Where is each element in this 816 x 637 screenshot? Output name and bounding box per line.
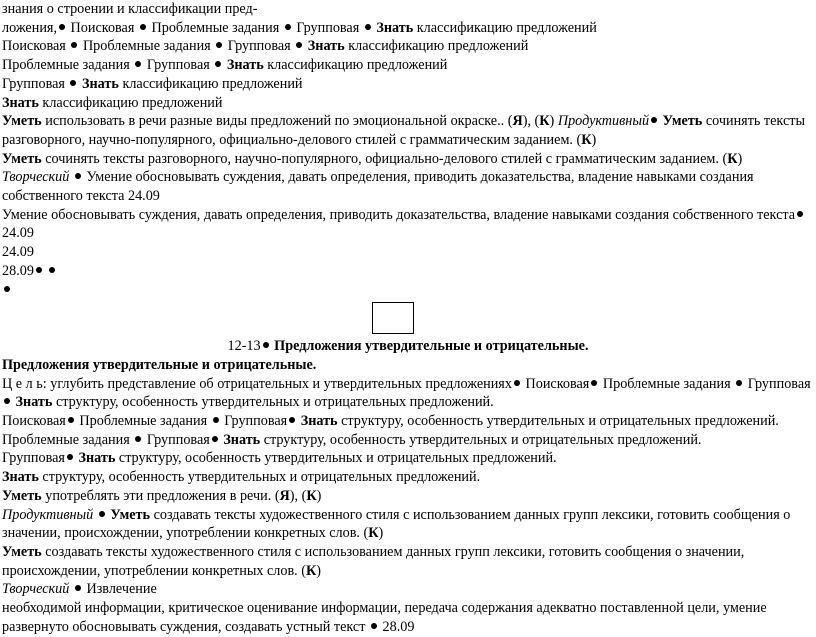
line-group (2, 449, 814, 468)
paragraph-obosn (2, 206, 814, 243)
text: Поисковая (70, 19, 135, 36)
line-problem (2, 431, 814, 450)
bullet-icon (71, 42, 77, 48)
text: Знать (307, 38, 345, 55)
bullet-icon (365, 24, 371, 30)
paragraph-produkt (2, 506, 814, 543)
text: необходимой информации, критическое оценивание информации, передача содержания адекватно поставленной цели, умение развернуто обосновывать суждения, создавать устный текст (2, 600, 767, 635)
text: ) (316, 487, 322, 504)
text: ) (378, 525, 384, 542)
text: Проблемные задания (79, 413, 208, 430)
bullet-icon (99, 511, 105, 517)
bullet-icon (135, 61, 141, 67)
text: Проблемные задания (602, 375, 731, 392)
text: Поисковая (2, 413, 66, 430)
bullet-icon (75, 585, 81, 591)
image-placeholder-row (2, 299, 814, 337)
text: Продуктивный (2, 506, 94, 523)
text: ) (591, 131, 597, 148)
text: создавать тексты художественного стиля с использованием данных групп лексики, готовить сообщения о значении, происхождении, употреблении конкретных слов. ( (2, 506, 791, 542)
text: К (727, 150, 738, 167)
text: 12-13 (227, 338, 261, 355)
text: классификацию предложений (348, 38, 529, 55)
line-3 (2, 37, 814, 56)
line-tvorch (2, 580, 814, 599)
paragraph-umet-1 (2, 112, 814, 149)
bullet-icon (285, 24, 291, 30)
bullet-icon (135, 436, 141, 442)
bullet-icon (75, 173, 81, 179)
text: Умение обосновывать суждения, давать определения, приводить доказательства, владение навыками создания собственного текста (2, 206, 796, 223)
text: Знать (78, 450, 116, 467)
image-placeholder (372, 302, 414, 334)
text: Групповая (224, 413, 288, 430)
text: Знать (2, 94, 39, 111)
text: сочинять тексты разговорного, научно-популярного, официально-делового стилей с грамматическим заданием. ( (2, 113, 805, 148)
text: Продуктивный (557, 113, 650, 130)
bullet-icon (736, 380, 742, 386)
bullet-icon (296, 42, 302, 48)
text: Творческий (2, 581, 70, 598)
text: Знать (300, 413, 338, 430)
text: ) (737, 150, 743, 167)
text: сочинять тексты разговорного, научно-популярного, официально-делового стилей с грамматическим заданием. ( (45, 150, 728, 167)
text: Уметь (2, 113, 42, 130)
text: ) (316, 562, 322, 579)
text: структуру, особенность утвердительных и отрицательных предложений. (341, 413, 779, 430)
text: классификацию предложений (42, 94, 223, 111)
bullet-icon (371, 623, 377, 629)
text: Знать (226, 57, 264, 74)
paragraph-cel (2, 375, 814, 412)
text: структуру, особенность утвердительных и отрицательных предложений. (118, 450, 557, 467)
text: 24.09 (2, 225, 34, 242)
bullet-icon (514, 380, 520, 386)
text: классификацию предложений (267, 57, 448, 74)
text: структуру, особенность утвердительных и отрицательных предложений. (55, 394, 494, 411)
bullet-icon (651, 117, 657, 123)
bullet-icon (67, 454, 73, 460)
bullet-icon (4, 398, 10, 404)
text: К (305, 562, 317, 579)
bullet-icon (289, 417, 295, 423)
bullet-icon (36, 267, 42, 273)
line-date (2, 243, 814, 262)
line-2 (2, 19, 814, 38)
text: Уметь (2, 543, 42, 560)
text: К (368, 525, 379, 542)
bullet-icon (70, 80, 76, 86)
bullet-icon (797, 211, 803, 217)
text: Проблемные задания (151, 19, 280, 36)
text: знания о строении и классификации пред- (2, 1, 258, 17)
text: Уметь (110, 506, 151, 523)
line-6 (2, 94, 814, 113)
text: Проблемные задания (82, 38, 211, 55)
bullet-icon (215, 61, 221, 67)
bullet-icon (212, 436, 218, 442)
line-upotr (2, 487, 814, 506)
text: Групповая (146, 431, 210, 448)
bullet-icon (68, 417, 74, 423)
text: Извлечение (86, 581, 157, 598)
text: классификацию предложений (122, 75, 303, 92)
line-bullet (2, 281, 814, 300)
text: структуру, особенность утвердительных и отрицательных предложений. (42, 469, 481, 486)
text: использовать в речи разные виды предложений по эмоциональной окраске.. ( (45, 113, 513, 130)
lesson-heading (2, 337, 814, 356)
text: Поисковая (525, 375, 590, 392)
text: 24.09 (2, 244, 34, 261)
text: Групповая (296, 19, 360, 36)
bullet-icon (213, 417, 219, 423)
paragraph-last (2, 599, 814, 636)
paragraph-tvorch (2, 168, 814, 205)
text: Знать (223, 431, 261, 448)
text: Уметь (662, 113, 703, 130)
paragraph-umet-2 (2, 150, 814, 169)
text: Групповая (2, 450, 65, 467)
text: Проблемные задания (2, 431, 130, 448)
text: Знать (82, 75, 119, 92)
text: создавать тексты художественного стиля с использованием данных групп лексики, готовить сообщения о значении, происхождении, употреблении конкретных слов. ( (2, 543, 745, 579)
text: Ц е л ь: (2, 375, 47, 392)
line-znat (2, 468, 814, 487)
line-1 (2, 0, 814, 19)
text: Творческий (2, 169, 70, 186)
text: употреблять эти предложения в речи. ( (45, 487, 280, 504)
text: Проблемные задания (2, 57, 130, 74)
text: ) (549, 113, 555, 130)
text: Знать (376, 19, 414, 36)
text: Умение обосновывать суждения, давать определения, приводить доказательства, владение навыками создания собственного текста (2, 169, 754, 205)
text: Я (279, 487, 290, 504)
text: Предложения утвердительные и отрицательные. (2, 356, 317, 373)
bullet-icon (140, 24, 146, 30)
text: Уметь (2, 487, 42, 504)
text: К (306, 487, 317, 504)
text: Поисковая (2, 38, 66, 55)
text: Предложения утвердительные и отрицательные. (274, 338, 589, 355)
text: К (539, 113, 550, 130)
text: Групповая (2, 75, 65, 92)
text: классификацию предложений (416, 19, 597, 36)
text: Групповая (747, 375, 811, 392)
text: ), ( (289, 487, 307, 504)
text: 28.09 (2, 262, 34, 279)
text: 24.09 (127, 188, 160, 205)
subheading (2, 356, 814, 375)
text: 28.09 (382, 618, 415, 635)
line-poisk (2, 412, 814, 431)
line-date-2 (2, 262, 814, 281)
text: Знать (2, 469, 39, 486)
text: Я (512, 113, 523, 130)
text: ), ( (522, 113, 540, 130)
paragraph-umet-3 (2, 543, 814, 580)
text: Уметь (2, 150, 42, 167)
bullet-icon (59, 24, 65, 30)
text: углубить представление об отрицательных и утвердительных предложениях (50, 375, 512, 392)
bullet-icon (263, 342, 269, 348)
text: ложения, (2, 19, 57, 36)
text: К (581, 131, 592, 148)
bullet-icon (49, 267, 55, 273)
bullet-icon (591, 380, 597, 386)
text: Групповая (227, 38, 291, 55)
text: структуру, особенность утвердительных и отрицательных предложений. (263, 431, 702, 448)
line-4 (2, 56, 814, 75)
text: Знать (15, 394, 53, 411)
line-5 (2, 75, 814, 94)
text: Групповая (146, 57, 210, 74)
bullet-icon (216, 42, 222, 48)
bullet-icon (4, 286, 10, 292)
